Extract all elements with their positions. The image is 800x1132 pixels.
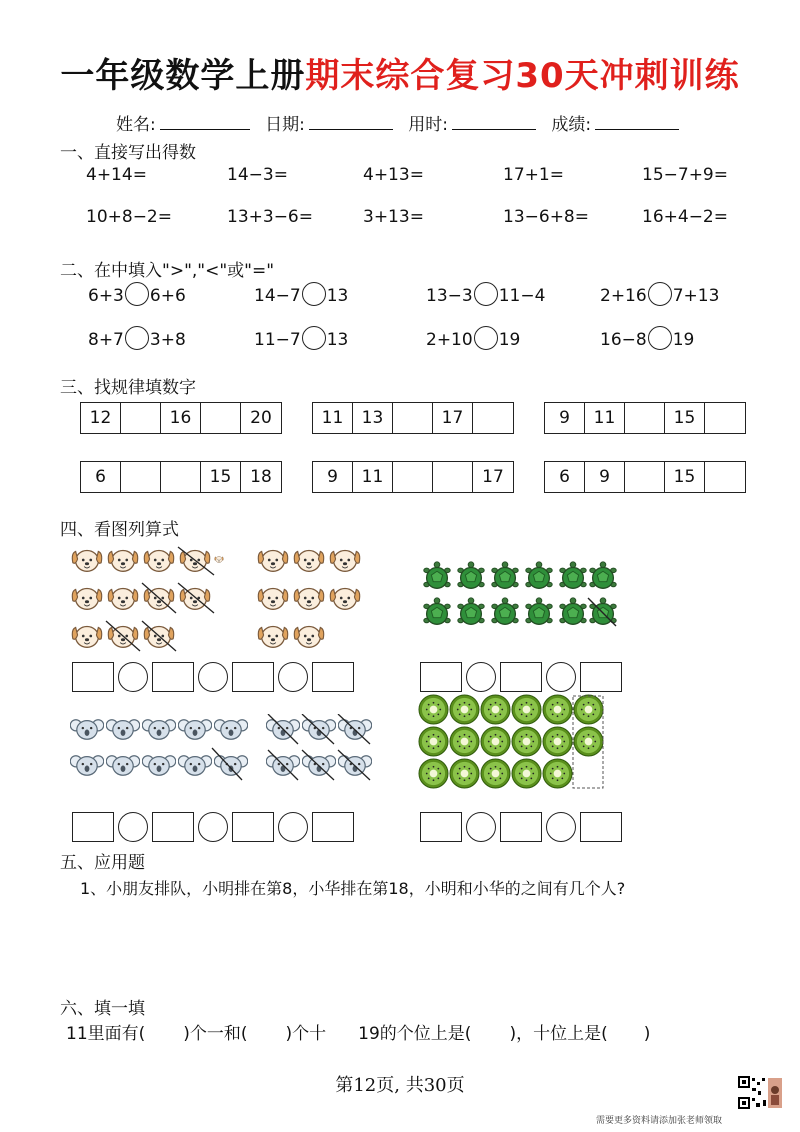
seq-cell[interactable]: 17 (482, 467, 504, 487)
date-blank[interactable] (309, 113, 393, 130)
number-box[interactable] (312, 812, 354, 842)
operator-circle[interactable] (118, 662, 148, 692)
equation: 17+1= (503, 165, 564, 185)
time-blank[interactable] (452, 113, 536, 130)
fill-text: 11里面有( (66, 1024, 146, 1044)
seq-cell[interactable]: 18 (250, 467, 272, 487)
number-box[interactable] (580, 812, 622, 842)
fill-text: )个十 (285, 1024, 327, 1044)
right-expr: 7+13 (672, 286, 720, 306)
sequence-box (80, 402, 282, 434)
compare-circle[interactable] (302, 326, 326, 350)
operator-circle[interactable] (278, 812, 308, 842)
equation-answer-row (72, 812, 354, 842)
koala-icon (70, 720, 247, 776)
left-expr: 13−3 (426, 286, 473, 306)
section-1-heading: 一、直接写出得数 (60, 143, 196, 163)
kiwi-icon-group (418, 694, 608, 790)
seq-cell[interactable]: 9 (545, 403, 585, 433)
seq-cell[interactable]: 6 (545, 462, 585, 492)
page-number: 第12页, 共30页 (335, 1075, 465, 1096)
turtle-icon-group (420, 560, 620, 632)
dog-icon-group (66, 543, 226, 655)
koala-icon-group (266, 714, 376, 782)
dog-icon (258, 551, 359, 648)
sequence-box (312, 461, 514, 493)
dog-icon-group (252, 543, 372, 655)
compare-item (88, 284, 186, 308)
compare-item (426, 328, 520, 352)
seq-cell[interactable]: 11 (353, 462, 393, 492)
section-5-heading: 五、应用题 (60, 853, 145, 873)
left-expr: 14−7 (254, 286, 301, 306)
fill-in-line (66, 1019, 650, 1044)
kiwi-icon (419, 695, 603, 788)
seq-cell[interactable]: 15 (665, 403, 705, 433)
equation: 14−3= (227, 165, 288, 185)
left-expr: 11−7 (254, 330, 301, 350)
operator-circle[interactable] (198, 812, 228, 842)
score-blank[interactable] (595, 113, 679, 130)
seq-cell[interactable]: 6 (81, 462, 121, 492)
left-expr: 2+10 (426, 330, 473, 350)
name-label: 姓名: (116, 115, 156, 135)
seq-cell[interactable]: 15 (665, 462, 705, 492)
right-expr: 13 (326, 286, 349, 306)
seq-cell[interactable]: 17 (433, 403, 473, 433)
right-expr: 11−4 (498, 286, 546, 306)
seq-cell[interactable] (625, 462, 665, 492)
left-expr: 6+3 (88, 286, 124, 306)
title-red: 期末综合复习30天冲刺训练 (305, 56, 740, 96)
number-box[interactable] (72, 662, 114, 692)
seq-cell[interactable]: 16 (161, 403, 201, 433)
seq-cell[interactable]: 20 (250, 408, 272, 428)
student-info-row (116, 110, 689, 135)
seq-cell[interactable]: 9 (585, 462, 625, 492)
seq-cell[interactable] (433, 462, 473, 492)
footer-note: 需要更多资料请添加张老师领取 (596, 1116, 723, 1126)
section-2-heading: 二、在中填入">","<"或"=" (60, 261, 275, 281)
number-box[interactable] (312, 662, 354, 692)
number-box[interactable] (500, 662, 542, 692)
section-6-heading: 六、填一填 (60, 999, 145, 1019)
equation: 10+8−2= (86, 207, 172, 227)
number-box[interactable] (152, 662, 194, 692)
equation: 13+3−6= (227, 207, 313, 227)
operator-circle[interactable] (546, 662, 576, 692)
operator-circle[interactable] (546, 812, 576, 842)
operator-circle[interactable] (278, 662, 308, 692)
seq-cell[interactable]: 12 (81, 403, 121, 433)
right-expr: 13 (326, 330, 349, 350)
operator-circle[interactable] (198, 662, 228, 692)
number-box[interactable] (72, 812, 114, 842)
worksheet-title (0, 48, 800, 97)
number-box[interactable] (420, 662, 462, 692)
seq-cell[interactable] (161, 462, 201, 492)
right-expr: 19 (498, 330, 521, 350)
right-expr: 3+8 (149, 330, 186, 350)
fill-text: )个一和( (183, 1024, 248, 1044)
compare-item (600, 284, 719, 308)
number-box[interactable] (232, 812, 274, 842)
word-problem: 1、小朋友排队，小明排在第8，小华排在第18，小明和小华的之间有几个人? (80, 879, 626, 898)
score-label: 成绩: (551, 115, 592, 135)
compare-item (254, 328, 348, 352)
sequence-box (312, 402, 514, 434)
seq-cell[interactable] (705, 462, 745, 492)
left-expr: 8+7 (88, 330, 124, 350)
fill-text: )，十位上是( (509, 1024, 608, 1044)
operator-circle[interactable] (118, 812, 148, 842)
right-expr: 19 (672, 330, 695, 350)
number-box[interactable] (580, 662, 622, 692)
time-label: 用时: (408, 115, 449, 135)
compare-circle[interactable] (474, 282, 498, 306)
equation: 4+14= (86, 165, 147, 185)
seq-cell[interactable]: 13 (353, 403, 393, 433)
number-box[interactable] (420, 812, 462, 842)
seq-cell[interactable]: 11 (313, 403, 353, 433)
section-3-heading: 三、找规律填数字 (60, 378, 196, 398)
equation: 15−7+9= (642, 165, 728, 185)
equation-answer-row (420, 812, 622, 842)
equation: 13−6+8= (503, 207, 589, 227)
right-expr: 6+6 (149, 286, 186, 306)
seq-cell[interactable] (393, 403, 433, 433)
number-box[interactable] (152, 812, 194, 842)
equation: 3+13= (363, 207, 424, 227)
number-box[interactable] (500, 812, 542, 842)
equation-answer-row (72, 662, 354, 692)
compare-circle[interactable] (125, 282, 149, 306)
left-expr: 16−8 (600, 330, 647, 350)
compare-item (254, 284, 348, 308)
seq-cell[interactable]: 11 (585, 403, 625, 433)
compare-item (88, 328, 186, 352)
fill-text: ) (643, 1024, 651, 1044)
title-black: 一年级数学上册 (60, 56, 306, 96)
compare-circle[interactable] (302, 282, 326, 306)
equation-answer-row (420, 662, 622, 692)
seq-cell[interactable] (705, 403, 745, 433)
seq-cell[interactable] (201, 403, 241, 433)
seq-cell[interactable]: 15 (201, 462, 241, 492)
compare-item (600, 328, 694, 352)
left-expr: 2+16 (600, 286, 647, 306)
qr-code-icon (738, 1076, 784, 1110)
section-4-heading: 四、看图列算式 (60, 520, 179, 540)
equation: 16+4−2= (642, 207, 728, 227)
sequence-box (80, 461, 282, 493)
number-box[interactable] (232, 662, 274, 692)
operator-circle[interactable] (466, 662, 496, 692)
sequence-box (544, 402, 746, 434)
seq-cell[interactable] (625, 403, 665, 433)
operator-circle[interactable] (466, 812, 496, 842)
seq-cell[interactable]: 9 (313, 462, 353, 492)
seq-cell[interactable] (473, 403, 513, 433)
sequence-box (544, 461, 746, 493)
compare-circle[interactable] (648, 326, 672, 350)
seq-cell[interactable] (121, 403, 161, 433)
fill-text: 19的个位上是( (358, 1024, 472, 1044)
seq-cell[interactable] (393, 462, 433, 492)
koala-icon-group (70, 714, 250, 782)
compare-circle[interactable] (125, 326, 149, 350)
seq-cell[interactable] (121, 462, 161, 492)
equation: 4+13= (363, 165, 424, 185)
turtle-icon (424, 562, 616, 624)
name-blank[interactable] (160, 113, 250, 130)
compare-circle[interactable] (648, 282, 672, 306)
date-label: 日期: (265, 115, 305, 135)
compare-circle[interactable] (474, 326, 498, 350)
compare-item (426, 284, 545, 308)
